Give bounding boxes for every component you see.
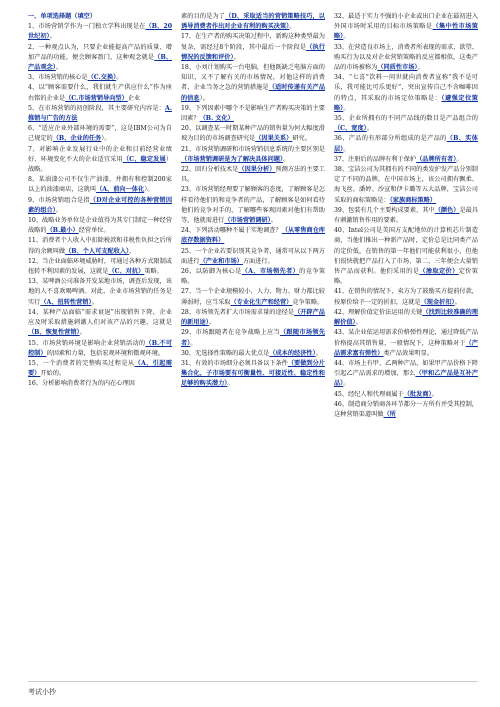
question-item (181, 287, 325, 307)
question-text: 37、注册后的品牌有利于保护 (334, 155, 417, 163)
answer-text: （C、对抗） (108, 268, 145, 276)
question-item (181, 63, 325, 104)
question-item (334, 287, 478, 307)
answer-text: （执行情况的反馈和评价） (181, 43, 325, 61)
question-item (181, 124, 325, 144)
answer-text: （家族商标策略） (389, 196, 437, 204)
question-text: 3、市场营销的核心是 (28, 74, 88, 82)
question-item (181, 32, 325, 63)
question-suffix: 竞争策略。 (292, 298, 324, 306)
question-text: 4、以“顾客需要什么，我们就生产供应什么”作为座右铭的企业是 (28, 84, 172, 102)
answer-text: （C、宽度） (334, 125, 367, 133)
question-item (181, 308, 325, 328)
question-item (181, 165, 325, 185)
question-item (28, 236, 172, 256)
question-suffix: ）。 (144, 186, 154, 194)
question-item (28, 73, 172, 83)
answer-text: （A、市场领先者） (241, 268, 300, 276)
question-suffix: 。 (227, 380, 234, 388)
question-item (28, 22, 172, 42)
question-item (334, 114, 478, 134)
answer-text: （A、扭转性营销） (40, 298, 92, 306)
question-suffix: 。 (283, 155, 290, 163)
question-text: 31、有效的市场细分必须具备以下条件 (181, 359, 288, 367)
question-item (28, 308, 172, 339)
question-text: 23、市场营销经理要了解顾客的态度，了解顾客是怎样看待他们的和竞争者的产品，了解顾客是如何看待他们的竞争对手的，了解哪些客观因素对他们有帮助等，他就需进行 (181, 186, 325, 225)
question-suffix: 。 (270, 217, 277, 225)
question-item (28, 104, 172, 124)
question-text: 2、一种观点认为，只要企业能提高产品的质量、增加产品的功能，便会顾客盈门，这种观念就是 (28, 43, 172, 61)
answer-text: （避强定位策略） (334, 94, 478, 112)
answer-text: （同质性市场） (377, 64, 418, 72)
question-text: 36、产品的有形部分所组成的是产品的 (334, 135, 447, 143)
question-text: 35、企业所拥有的不同产品线的数目是产品组合的 (334, 115, 478, 123)
answer-text: （集中性市场策略） (334, 23, 478, 41)
answer-text: （D、采取适当的营销策略技巧，以诱导消费者作出对企业有利的购买决策） (181, 13, 325, 31)
question-text: 7、对影响企业发展行业中的企业和目前经营业绩好、环境变化不大的企业适宜采用 (28, 145, 172, 163)
question-text: 29、市场跟随者在竞争战略上应当 (181, 329, 280, 337)
question-item (181, 267, 325, 287)
question-item (28, 379, 172, 389)
question-text: 25、一个企业若要识别其竞争者，通常可从以下两方面进行 (181, 247, 325, 265)
answer-text: （甲和乙产品是互补产品） (334, 370, 479, 388)
question-suffix: 。 (190, 339, 197, 347)
question-suffix: 方面进行。 (242, 257, 274, 265)
question-item (334, 359, 478, 390)
question-text: 17、在生产者的购买决策过程中，新购这种类型最为复杂，需经过8个阶段，其中最后一个阶段是 (181, 33, 325, 51)
question-text: 38、宝洁公司为其拥有的不同的类发护发产品分别制定了不同的品牌，在中国市场上，该公司拥有飘柔、海飞丝、潘婷、沙宣和伊卡璐等五大品牌，宝洁公司采取的商标策略是： (334, 166, 478, 204)
question-item (28, 43, 172, 74)
question-item (28, 145, 172, 176)
question-suffix: ）。 (101, 135, 111, 143)
question-text: 22、回归分析技术是 (181, 166, 239, 174)
answer-text: （因果分析） (238, 166, 276, 174)
question-text: 6、“适应企业外部环境的需要”，这是IBM公司为自己规定的 (28, 125, 172, 143)
question-suffix: 。 (49, 33, 56, 41)
answer-text: （B.最小） (46, 227, 79, 235)
question-suffix: 。 (129, 247, 136, 255)
question-suffix: 研究。 (292, 135, 311, 143)
question-item (334, 165, 478, 206)
question-suffix: 。 (456, 155, 463, 163)
answer-text: （B、产品观念） (28, 53, 173, 72)
question-item (334, 328, 478, 359)
question-text: 11、消费者个人收入中扣除税款和非税性负担之后所得的余额叫做 (28, 237, 172, 255)
question-suffix: 。 (55, 64, 63, 72)
question-suffix: 。 (208, 319, 216, 327)
question-suffix: 。 (55, 206, 63, 214)
question-text: 40、Intel公司是美国方支配地位的计算机芯片制造商，当他们推出一种新产品时，定价总是比同类产品的定价低，在销售的第一年他们可能获利很小，但他们很快就把产品打入了市场，第二、三年便会大量销售产品而获利。他们采用的是 (334, 227, 478, 276)
answer-text: （C、稳定发展 (122, 155, 166, 163)
question-text: 34、“七喜”饮料一问世就向消费者宣称“我不是可乐，我可能比可乐更好”，突出宣传自己不含咖啡因的特点，其采取的市场定位策略是： (334, 74, 478, 102)
question-item (334, 226, 478, 287)
question-suffix: ）战略。 (28, 155, 172, 174)
question-suffix: 预测方法的主要工具。 (181, 166, 325, 184)
answer-text: （找到比较准确的理解价值） (334, 308, 478, 327)
question-text: 19、下列因素中哪个不是影响生产者购买决策的主要因素？ (181, 104, 325, 123)
question-suffix: 。 (289, 23, 296, 31)
question-text: 46、制造商分销商各环节都分一方所有并受其控制，这种营销渠道叫做 (334, 400, 478, 418)
answer-text: （产品需求富有弹性） (334, 339, 478, 357)
answer-text: （因果关系） (255, 135, 293, 143)
question-suffix: 。 (91, 298, 98, 306)
question-suffix: 的竞争策略。 (181, 268, 326, 286)
question-text: 33、在营造良市场上，消费者所表现的需求、欲望、购买行为以及对企业营销策略的反应都相似，这类产品的市场被称为 (334, 43, 478, 72)
question-item (334, 155, 478, 165)
question-suffix: 。 (233, 53, 240, 61)
question-item (181, 226, 325, 246)
question-item (334, 12, 478, 43)
question-suffix: 企业 (127, 94, 141, 102)
question-text: 1、市场营销学作为一门独立学科出现是在 (28, 23, 146, 31)
answer-text: （A、前向一体化 (96, 186, 145, 194)
question-suffix: 。 (417, 64, 424, 72)
question-text: 5、在市场营销的初创阶段，其主要研究内容是： (28, 104, 166, 112)
question-item (334, 390, 478, 400)
question-suffix: 。 (116, 74, 123, 82)
answer-text: （适时传递有关产品的信息 (181, 84, 326, 102)
question-suffix: 。 (355, 319, 362, 327)
question-text: 27、当一个企业规模较小，人力、物力、财力都比较薄弱时，应当采取 (181, 288, 325, 306)
section-title: 一、单项选择题（填空） (28, 13, 97, 20)
question-text: 12、当企业面临环境威胁时，可通过各种方式限制或扭转不利因素的发展，这就是 (28, 257, 172, 276)
question-suffix: ）。 (199, 94, 209, 102)
column-3-items (334, 12, 478, 420)
question-item (28, 124, 172, 144)
answer-text: （B、恢复性营销） (28, 329, 80, 337)
question-item (181, 359, 325, 390)
question-text: 16、分析影响消费者行为的内在心理因 (28, 380, 135, 388)
question-suffix: 策略。 (144, 268, 163, 276)
question-suffix: 。 (366, 125, 373, 133)
page-footer: 考试小抄 (28, 688, 56, 696)
answer-text: （A、引起需要） (28, 359, 172, 378)
question-text: 32、最适于实力不强的小企业或出口企业在最初进入外国市场时采用的目标市场策略是 (334, 13, 478, 31)
answer-text: （产业和市场） (199, 257, 243, 265)
question-item (334, 206, 478, 226)
question-item (28, 196, 172, 216)
question-text: 44、市场上有甲、乙两种产品，如果甲产品价格下降引起乙产品需求的增加，那么 (334, 359, 478, 378)
question-suffix: 。 (343, 33, 350, 41)
question-text: 21、市场营销调研和市场营销信息系统的主要区别是 (181, 145, 325, 153)
question-item (28, 339, 172, 359)
answer-text: （C.交换） (87, 74, 117, 82)
question-item (28, 216, 172, 236)
answer-text: （专业化生产和经营） (230, 298, 293, 306)
question-suffix: 经营单位。 (78, 227, 110, 235)
answer-text: （B、实体层） (334, 135, 478, 153)
question-item (181, 247, 325, 267)
answer-text: （B.不可控制） (28, 339, 173, 357)
question-item (334, 308, 478, 328)
question-suffix: 。 (79, 329, 86, 337)
answer-text: （C.市场营销导向型） (65, 94, 128, 102)
question-text: 15、一个消费者的完整购买过程是从 (28, 359, 135, 367)
answer-text: （从零售商仓库底存数据资料） (181, 227, 325, 245)
answer-text: （跟随市场领先者） (181, 329, 326, 347)
question-item (181, 328, 325, 348)
question-suffix: 开始的。 (40, 370, 66, 378)
answer-text: （现金折扣） (420, 298, 455, 306)
question-text: 13、某啤酒公司准备开发某地市场，调查后发现，该地的人不喜欢喝啤酒。对此，企业市场营销的任务是实行 (28, 278, 172, 306)
question-text: 45、经纪人和代理商属于 (334, 390, 404, 398)
answer-text: （开辟产品的新用途） (181, 308, 325, 327)
question-suffix: 是最具有刺激销售作用的要素。 (334, 206, 478, 225)
answer-text: （市场营销调研） (224, 217, 271, 225)
question-suffix: 。 (431, 390, 438, 398)
question-suffix: 。 (343, 380, 350, 388)
question-text: 9、市场营销组合是指 (28, 196, 90, 204)
question-suffix: 类产品效果明显。 (383, 349, 433, 357)
question-text: 10、战略业务单位是企业值得为其专门制定一种经营战略的 (28, 217, 172, 235)
answer-text: （B. 文化） (199, 115, 234, 123)
question-text: 39、包装有几个主要构成要素，其中 (334, 206, 435, 214)
question-text: 20、以调查某一时期某种产品的销售量为何大幅度滑坡为目的的市场调查研究是 (181, 125, 325, 143)
question-text: 30、无选择性策略的最大优点是 (181, 349, 270, 357)
question-text: 26、以防御为核心是 (181, 268, 242, 276)
question-text: 15、市场营销环境是影响企业营销活动的 (28, 339, 146, 347)
question-text: 24、下列活动哪种不属于实地调查？ (181, 227, 282, 235)
question-suffix: 的因素和力量，包括宏观环境和微观环境。 (46, 349, 165, 357)
question-item (28, 83, 172, 103)
answer-text: A.推销与广告的方法 (28, 104, 172, 123)
question-suffix: 。 (454, 298, 461, 306)
question-text: 41、在销售的情况下，卖方为了鼓励买方提前付款，按原价给予一定的折扣，这就是 (334, 288, 478, 306)
question-item (334, 43, 478, 74)
question-item (334, 400, 478, 420)
question-text: 18、小刘计划购买一台电脑，但他既缺乏电脑方面的知识，又不了解有关的市场情况，对他这样的消费者，企业当务之急的营销措施是 (181, 64, 325, 92)
question-text: 42、理解价值定价法运用的关键 (334, 308, 423, 316)
question-item (181, 349, 325, 359)
question-item (334, 134, 478, 154)
question-text: 28、市场领先者扩大市场需求量的途径是 (181, 308, 295, 316)
answer-text: （市场营销调研是为了解决具体问题） (181, 155, 284, 163)
answer-text: （B、个人可支配收入） (65, 247, 130, 255)
column-1 (28, 12, 172, 390)
column-2-items (181, 12, 325, 390)
question-item (181, 185, 325, 226)
question-text: 43、某企业依运用需求价格弹性理论，通过降低产品价格提高其销售量，一般情况下，这种策略对于 (334, 329, 478, 347)
question-text: 14、某种产品面临“需求衰退”出现销售下降，企业应及时采取措施刺激人们对该产品的兴趣，这就是 (28, 308, 172, 327)
column-1-items (28, 22, 172, 389)
answer-text: （渗取定价） (419, 268, 459, 276)
question-item (28, 277, 172, 308)
question-text: 8、某油漆公司不仅生产油漆，并拥有和控制200家以上的油漆商店，这就叫 (28, 176, 172, 194)
question-item (334, 73, 478, 114)
question-item (181, 104, 325, 124)
question-suffix: 定价策略。 (334, 268, 478, 286)
question-item (28, 359, 172, 379)
question-item (28, 175, 172, 195)
answer-text: （品牌所有者） (416, 155, 457, 163)
answer-text: （成本的经济性） (269, 349, 316, 357)
column-2 (181, 12, 325, 390)
question-suffix: 。 (343, 104, 350, 112)
answer-text: （D对企业可控的各种营销因素的组合） (28, 196, 173, 214)
question-item (181, 12, 325, 32)
answer-text: （颜色） (434, 206, 460, 214)
column-3 (334, 12, 478, 420)
answer-text: （所 (383, 410, 396, 418)
answer-text: （批发商） (403, 390, 432, 398)
answer-text: （B、20世纪初） (28, 23, 173, 41)
question-suffix: 。 (343, 145, 350, 153)
question-text: 素的目的是为了 (181, 13, 226, 20)
question-suffix: 。 (315, 349, 322, 357)
footer-divider (28, 681, 478, 682)
question-item (28, 257, 172, 277)
question-item (181, 145, 325, 165)
document-page (28, 12, 478, 652)
answer-text: （要做到分片集合化，子市场要有可衡量性、可接近性、稳定性和足够的购买潜力） (181, 359, 325, 388)
answer-text: （B、企业的任务 (52, 135, 102, 143)
